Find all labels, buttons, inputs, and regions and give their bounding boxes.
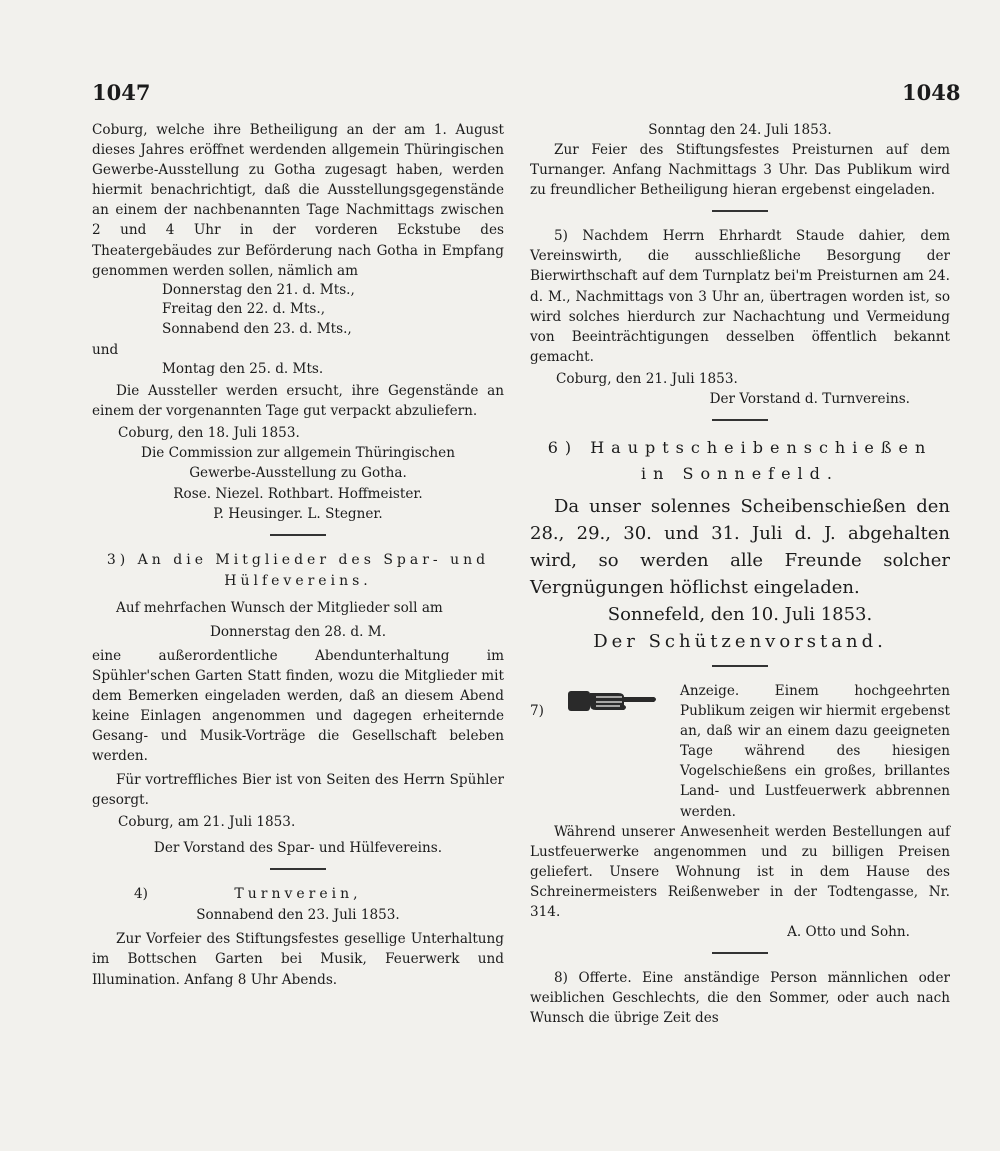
section-heading: 6) Hauptscheibenschießen [547, 437, 933, 457]
dateline: Sonnefeld, den 10. Juli 1853. [607, 603, 873, 625]
section-number: 7) [530, 702, 544, 719]
section-text: 5) Nachdem Herrn Ehrhardt Staude dahier, dem Vereinswirth, die ausschließliche Besorgung der Bierwirthschaft auf dem Turnplatz bei'm Preisturnen am 24. d. M., Nachmittags von 3 Uhr an, übertragen worden ist, so wird solches hierdurch zur Nachachtung und Vermeidung von Beeinträchtigungen desselben öffentlich bekannt gemacht. [530, 228, 950, 365]
commission-members: P. Heusinger. L. Stegner. [213, 505, 383, 522]
section-text: Für vortreffliches Bier ist von Seiten des Herrn Spühler gesorgt. [92, 772, 504, 809]
signature: Der Vorstand d. Turnvereins. [709, 390, 910, 407]
dateline: Coburg, am 21. Juli 1853. [118, 814, 296, 831]
commission-members: Rose. Niezel. Rothbart. Hoffmeister. [173, 485, 423, 502]
exhibition-notice: Coburg, welche ihre Betheiligung an der am 1. August dieses Jahres eröffnet werdenden allgemein Thüringischen Gewerbe-Ausstellung zu Gotha zugesagt haben, werden hiermit benachrichtigt, daß die Ausstellungsgegenstände an einem der nachbenannten Tage Nachmittags zwischen 2 und 4 Uhr in der vorderen Eckstube des Theatergebäudes zur Beförderung nach Gotha in Empfang genommen werden sollen, nämlich am [92, 122, 504, 279]
section-heading: Turnverein, [234, 886, 362, 903]
conjunction: und [92, 341, 119, 358]
section-divider [712, 665, 768, 667]
delivery-date: Sonnabend den 23. d. Mts., [162, 320, 352, 337]
delivery-date: Montag den 25. d. Mts. [162, 360, 324, 377]
section4-header [92, 884, 504, 905]
signature: Der Schützenvorstand. [593, 630, 887, 652]
advertisement-text: Anzeige. Einem hochgeehrten Publikum zeigen wir hiermit ergebenst an, daß wir an einem dazu geeigneten Tage während des hiesigen Vogelschießens ein großes, brillantes Land- und Lustfeuerwerk abbrennen werden. [680, 682, 950, 820]
dateline: Coburg, den 21. Juli 1853. [556, 370, 738, 387]
section-heading: in Sonnefeld. [640, 463, 839, 483]
delivery-date: Donnerstag den 21. d. Mts., [162, 281, 355, 298]
event-date: Sonnabend den 23. Juli 1853. [196, 907, 400, 924]
section-text: Auf mehrfachen Wunsch der Mitglieder soll am [116, 599, 443, 616]
section-divider [712, 419, 768, 421]
page-number-left: 1047 [92, 80, 151, 105]
section-text: Da unser solennes Scheibenschießen den 28., 29., 30. und 31. Juli d. J. abgehalten wird, so werden alle Freunde solcher Vergnügungen höflichst eingeladen. [530, 495, 950, 598]
signature: A. Otto und Sohn. [787, 924, 910, 941]
section-divider [712, 952, 768, 954]
section-text: Während unserer Anwesenheit werden Bestellungen auf Lustfeuerwerke angenommen und zu billigen Preisen geliefert. Unsere Wohnung ist in dem Hause des Schreinermeisters Reißenweber in der Todtengasse, Nr. 314. [530, 823, 950, 920]
exhibitor-instructions: Die Aussteller werden ersucht, ihre Gegenstände an einem der vorgenannten Tage gut verpackt abzuliefern. [92, 383, 504, 420]
section-text: Zur Vorfeier des Stiftungsfestes gesellige Unterhaltung im Bottschen Garten bei Musik, Feuerwerk und Illumination. Anfang 8 Uhr Abends. [92, 931, 504, 988]
right-column [530, 120, 950, 1028]
section-divider [270, 534, 326, 536]
delivery-date: Freitag den 22. d. Mts., [162, 301, 326, 318]
left-column [92, 120, 504, 990]
section-number: 4) [134, 886, 148, 903]
delivery-dates [162, 281, 504, 340]
event-date: Donnerstag den 28. d. M. [209, 623, 387, 640]
advertisement-block [530, 681, 950, 822]
section-heading: 3) An die Mitglieder des Spar- und Hülfevereins. [106, 551, 490, 589]
section-text: Zur Feier des Stiftungsfestes Preisturnen auf dem Turnanger. Anfang Nachmittags 3 Uhr. Das Publikum wird zu freundlicher Betheiligung hieran ergebenst eingeladen. [530, 142, 950, 199]
dateline: Coburg, den 18. Juli 1853. [118, 425, 300, 442]
commission-signature: Die Commission zur allgemein Thüringischen Gewerbe-Ausstellung zu Gotha. [141, 445, 455, 482]
page-number-right: 1048 [902, 80, 961, 105]
signature: Der Vorstand des Spar- und Hülfevereins. [153, 840, 443, 857]
section-divider [270, 868, 326, 870]
delivery-dates-extra [162, 360, 504, 380]
section-text: 8) Offerte. Eine anständige Person männlichen oder weiblichen Geschlechts, die den Sommer, oder auch nach Wunsch die übrige Zeit des [530, 970, 950, 1027]
event-date: Sonntag den 24. Juli 1853. [648, 122, 832, 138]
pointing-hand-icon [566, 683, 658, 717]
section-text: eine außerordentliche Abendunterhaltung im Spühler'schen Garten Statt finden, wozu die Mitglieder mit dem Bemerken eingeladen werden, daß an diesem Abend keine Einlagen angenommen und dagegen erheiternde Gesang- und Musik-Vorträge die Gesellschaft beleben werden. [92, 647, 504, 765]
section-divider [712, 210, 768, 212]
